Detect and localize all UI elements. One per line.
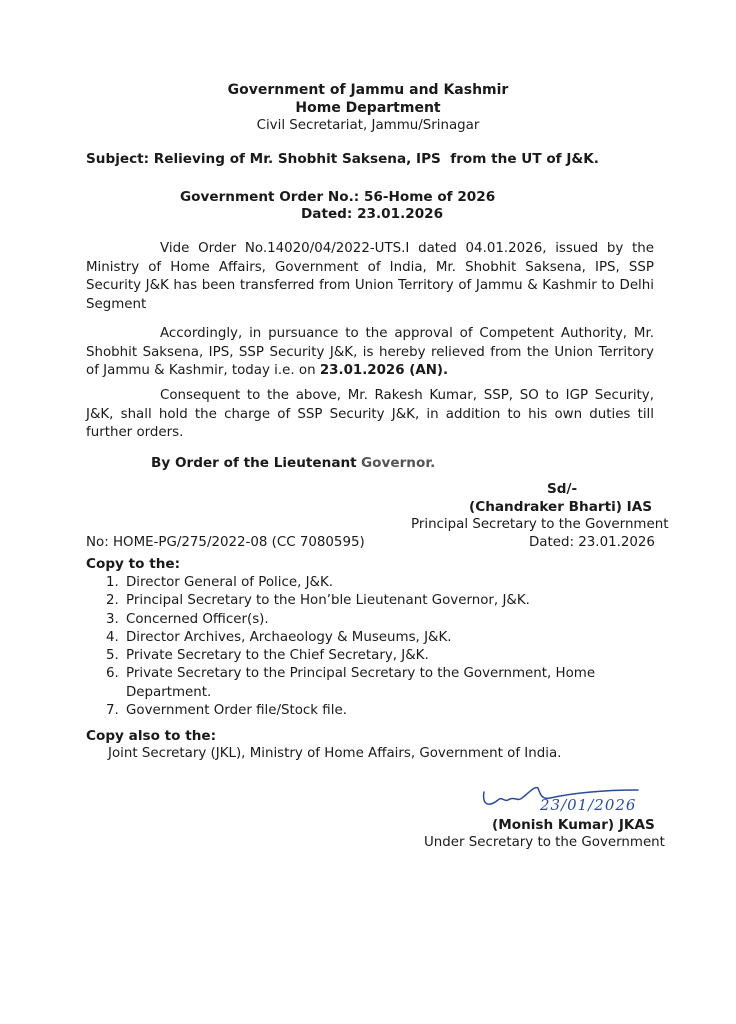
list-item: 7. Government Order file/Stock file. — [106, 703, 347, 719]
paragraph-transfer — [86, 240, 654, 314]
list-item: 2. Principal Secretary to the Hon’ble Lieutenant Governor, J&K. — [106, 593, 530, 609]
signatory1-title: Principal Secretary to the Government — [411, 517, 669, 532]
by-order-line — [151, 455, 435, 471]
subject-line: Subject: Relieving of Mr. Shobhit Saksena, IPS from the UT of J&K. — [86, 151, 599, 167]
reference-number: No: HOME-PG/275/2022-08 (CC 7080595) — [86, 535, 365, 550]
list-item: 3. Concerned Officer(s). — [106, 611, 269, 627]
list-item: 5. Private Secretary to the Chief Secretary, J&K. — [106, 648, 429, 664]
by-order-governor: Governor. — [361, 455, 436, 471]
sd-mark: Sd/- — [547, 481, 578, 497]
order-date: Dated: 23.01.2026 — [301, 206, 444, 222]
list-item: 1. Director General of Police, J&K. — [106, 575, 334, 590]
relieving-date: 23.01.2026 (AN). — [319, 363, 449, 378]
header-address: Civil Secretariat, Jammu/Srinagar — [256, 118, 480, 133]
by-order-text: By Order of the Lieutenant — [151, 455, 357, 471]
signatory2-title: Under Secretary to the Government — [424, 835, 665, 850]
copy-to-list — [106, 574, 626, 720]
paragraph-charge — [86, 387, 654, 443]
copy-to-heading: Copy to the: — [86, 556, 181, 572]
signatory2-name: (Monish Kumar) JKAS — [492, 817, 655, 833]
handwritten-date: 23/01/2026 — [540, 796, 637, 814]
signatory1-date: Dated: 23.01.2026 — [529, 535, 655, 550]
paragraph-transfer-text: Vide Order No.14020/04/2022-UTS.I dated 04.01.2026, issued by the Ministry of Home Affairs, Government of India, Mr. Shobhit Saksena, IPS, SSP Security J&K has been transferred from Union Territory of Jammu & Kashmir to Delhi Segment — [86, 241, 654, 312]
paragraph-relieving-text: Accordingly, in pursuance to the approval of Competent Authority, Mr. Shobhit Saksena, IPS, SSP Security J&K, is hereby relieved from the Union Territory of Jammu & Kashmir, today i.e. on — [86, 326, 654, 378]
list-item: 6. Private Secretary to the Principal Secretary to the Government, Home Department. — [106, 666, 596, 700]
copy-also-heading: Copy also to the: — [86, 728, 217, 744]
paragraph-charge-text: Consequent to the above, Mr. Rakesh Kumar, SSP, SO to IGP Security, J&K, shall hold the charge of SSP Security J&K, in addition to his own duties till further orders. — [86, 388, 654, 440]
copy-also-text: Joint Secretary (JKL), Ministry of Home Affairs, Government of India. — [108, 746, 562, 761]
header-department: Home Department — [295, 100, 441, 116]
header-government: Government of Jammu and Kashmir — [227, 82, 509, 98]
order-number: Government Order No.: 56-Home of 2026 — [180, 189, 496, 205]
paragraph-relieving — [86, 325, 654, 381]
signatory1-name: (Chandraker Bharti) IAS — [469, 499, 653, 515]
list-item: 4. Director Archives, Archaeology & Museums, J&K. — [106, 629, 452, 645]
